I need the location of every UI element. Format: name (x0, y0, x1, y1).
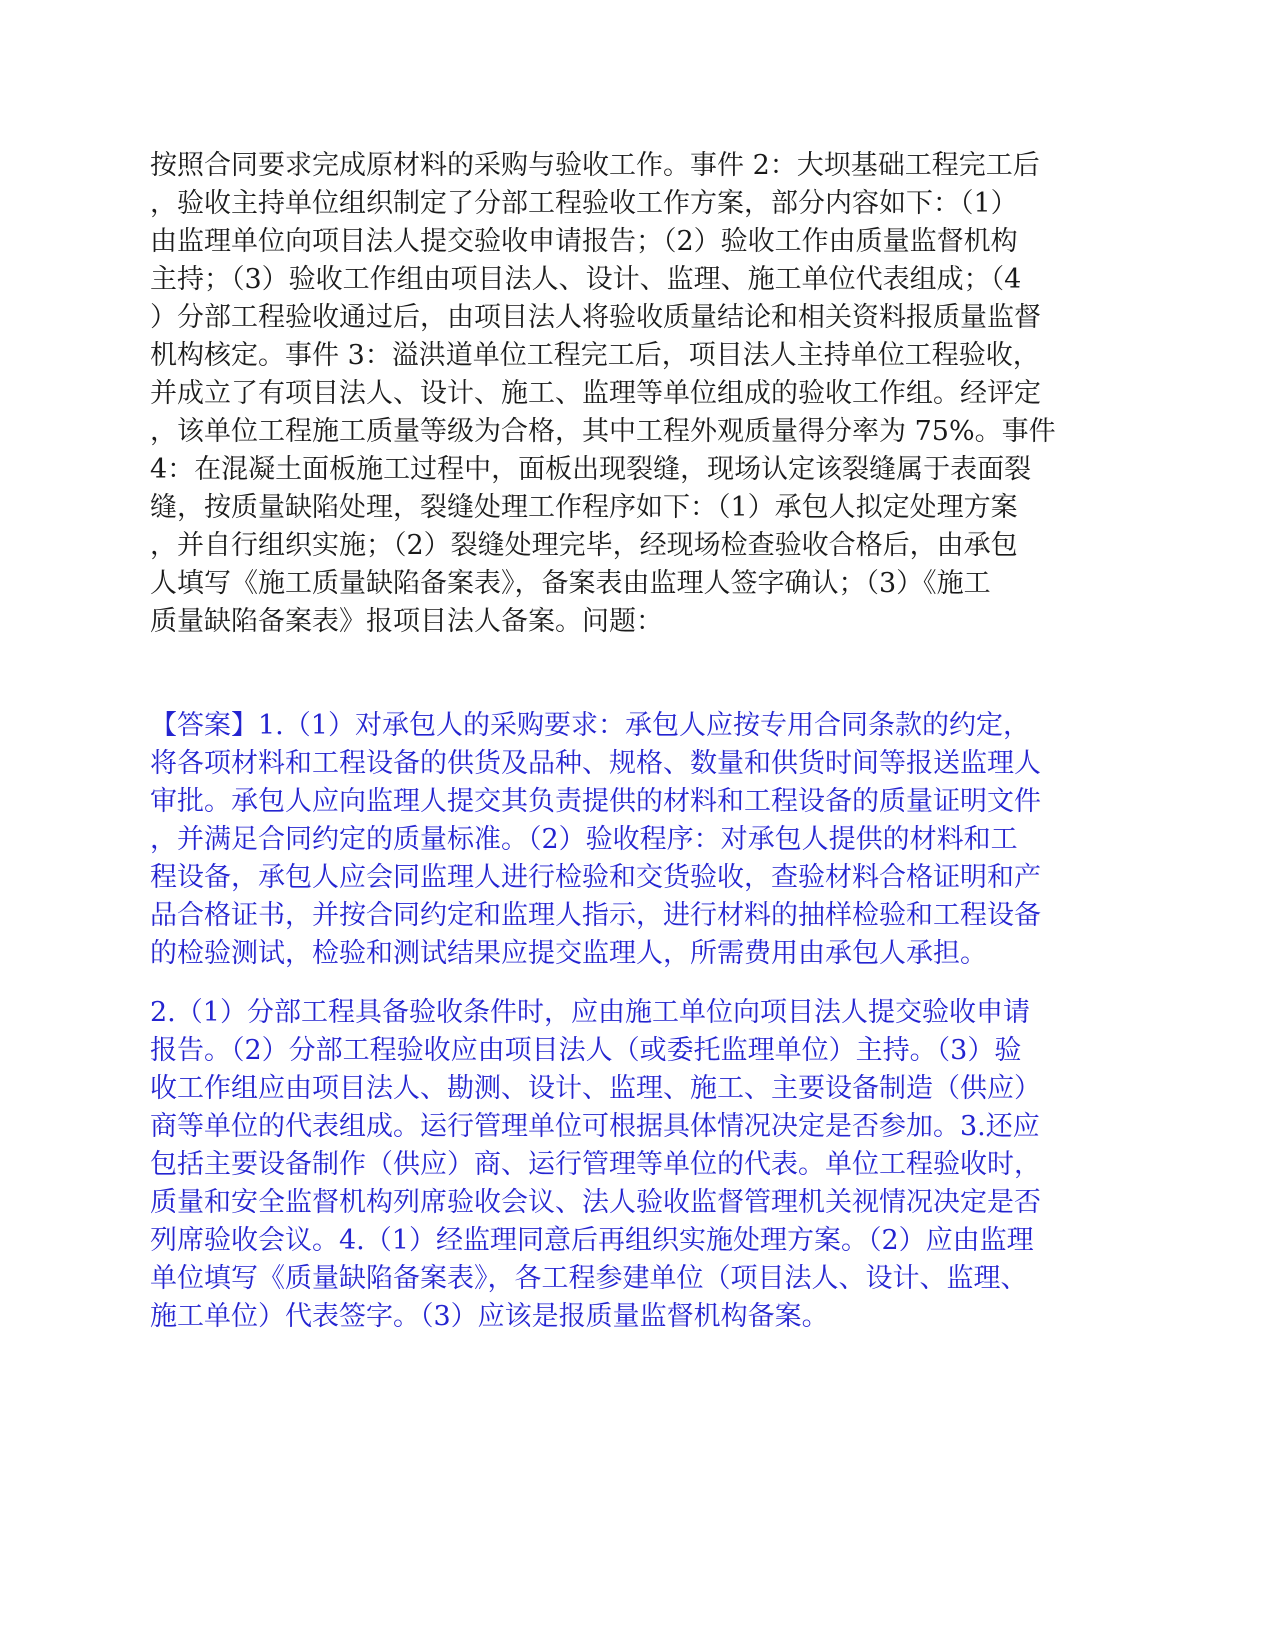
answer-line: 单位填写《质量缺陷备案表》，各工程参建单位（项目法人、设计、监理、 (150, 1263, 1028, 1294)
answer-line: 商等单位的代表组成。运行管理单位可根据具体情况决定是否参加。3.还应 (150, 1111, 1040, 1142)
question-line: 机构核定。事件 3：溢洪道单位工程完工后，项目法人主持单位工程验收， (150, 340, 1040, 371)
question-line: 人填写《施工质量缺陷备案表》，备案表由监理人签字确认；（3）《施工 (150, 568, 991, 599)
answer-line: 【答案】1.（1）对承包人的采购要求：承包人应按专用合同条款的约定， (150, 710, 1030, 741)
question-line: ）分部工程验收通过后，由项目法人将验收质量结论和相关资料报质量监督 (150, 302, 1041, 333)
question-line: 按照合同要求完成原材料的采购与验收工作。事件 2：大坝基础工程完工后 (150, 150, 1040, 181)
question-line: 由监理单位向项目法人提交验收申请报告；（2）验收工作由质量监督机构 (150, 226, 1018, 257)
question-line: 缝，按质量缺陷处理，裂缝处理工作程序如下：（1）承包人拟定处理方案 (150, 492, 1018, 523)
question-line: 质量缺陷备案表》报项目法人备案。问题： (150, 606, 663, 637)
answer-line: 将各项材料和工程设备的供货及品种、规格、数量和供货时间等报送监理人 (150, 748, 1041, 779)
answer-line: 施工单位）代表签字。（3）应该是报质量监督机构备案。 (150, 1301, 829, 1332)
question-line: 并成立了有项目法人、设计、施工、监理等单位组成的验收工作组。经评定 (150, 378, 1041, 409)
answer-line: 包括主要设备制作（供应）商、运行管理等单位的代表。单位工程验收时， (150, 1149, 1041, 1180)
answer-line: 质量和安全监督机构列席验收会议、法人验收监督管理机关视情况决定是否 (150, 1187, 1041, 1218)
answer-line: 的检验测试，检验和测试结果应提交监理人，所需费用由承包人承担。 (150, 938, 987, 969)
question-line: ，该单位工程施工质量等级为合格，其中工程外观质量得分率为 75%。事件 (150, 416, 1056, 447)
question-line: 主持；（3）验收工作组由项目法人、设计、监理、施工单位代表组成；（4 (150, 264, 1022, 295)
answer-line: 2.（1）分部工程具备验收条件时，应由施工单位向项目法人提交验收申请 (150, 997, 1030, 1028)
answer-line: 程设备，承包人应会同监理人进行检验和交货验收，查验材料合格证明和产 (150, 862, 1041, 893)
answer-line: 列席验收会议。4.（1）经监理同意后再组织实施处理方案。（2）应由监理 (150, 1225, 1034, 1256)
answer-line: 收工作组应由项目法人、勘测、设计、监理、施工、主要设备制造（供应） (150, 1073, 1041, 1104)
answer-line: ，并满足合同约定的质量标准。（2）验收程序：对承包人提供的材料和工 (150, 824, 1018, 855)
question-line: 4：在混凝土面板施工过程中，面板出现裂缝，现场认定该裂缝属于表面裂 (150, 454, 1032, 485)
answer-line: 品合格证书，并按合同约定和监理人指示，进行材料的抽样检验和工程设备 (150, 900, 1041, 931)
answer-line: 报告。（2）分部工程验收应由项目法人（或委托监理单位）主持。（3）验 (150, 1035, 1022, 1066)
answer-line: 审批。承包人应向监理人提交其负责提供的材料和工程设备的质量证明文件 (150, 786, 1041, 817)
question-line: ，并自行组织实施；（2）裂缝处理完毕，经现场检查验收合格后，由承包 (150, 530, 1018, 561)
question-line: ，验收主持单位组织制定了分部工程验收工作方案，部分内容如下：（1） (150, 188, 1018, 219)
